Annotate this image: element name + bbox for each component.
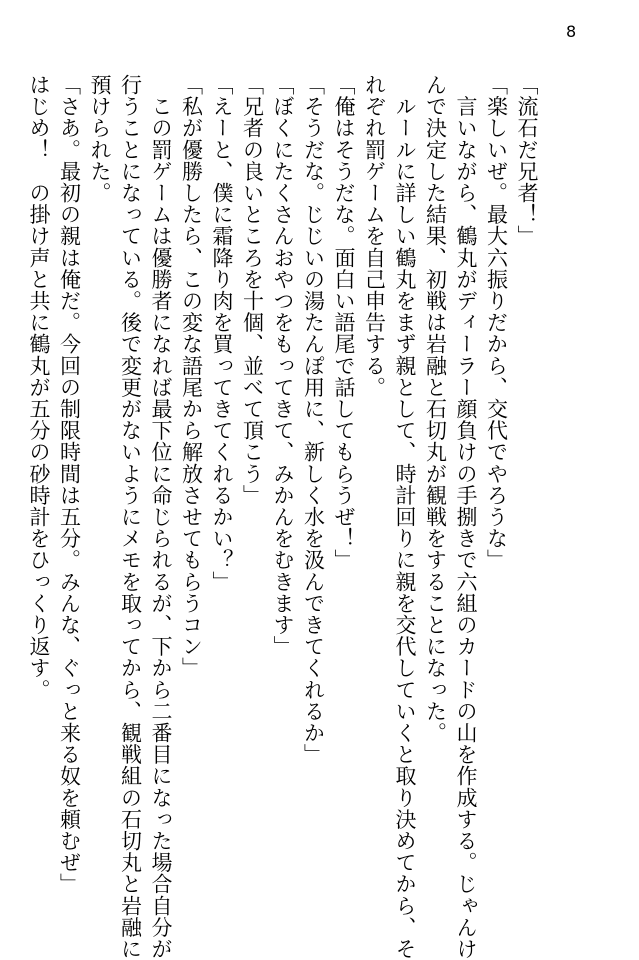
text-line: はじめ！ の掛け声と共に鶴丸が五分の砂時計をひっくり返す。 <box>27 74 51 701</box>
text-line: 「俺はそうだな。面白い語尾で話してもらうぜ！」 <box>332 74 356 571</box>
text-line: れぞれ罰ゲームを自己申告する。 <box>362 74 387 398</box>
text-line: 「えーと、僕に霜降り肉を買ってきてくれるかい？」 <box>210 74 234 593</box>
novel-text-block <box>24 74 543 960</box>
text-line: 「さあ。最初の親は俺だ。今回の制限時間は五分。みんな、ぐっと来る奴を頼むぜ」 <box>57 74 82 895</box>
text-line: んで決定した結果、初戦は岩融と石切丸が観戦をすることになった。 <box>423 74 448 744</box>
text-line: 行うことになっている。後で変更がないようにメモを取ってから、観戦組の石切丸と岩融に <box>118 74 143 960</box>
text-line: 「そうだな。じじいの湯たんぽ用に、新しく水を汲んできてくれるか」 <box>301 74 326 766</box>
text-line: 「流石だ兄者！」 <box>515 74 539 247</box>
page-number: 8 <box>566 22 577 41</box>
text-line: 「楽しいぜ。最大六振りだから、交代でやろうな」 <box>484 74 509 571</box>
text-line: 「兄者の良いところを十個、並べて頂こう」 <box>240 74 265 506</box>
text-line: ルールに詳しい鶴丸をまず親として、時計回りに親を交代していくと取り決めてから、そ <box>393 74 417 960</box>
text-line: 「私が優勝したら、この変な語尾から解放させてもらうコン」 <box>179 74 204 679</box>
text-line: 「ぼくにたくさんおやつをもってきて、みかんをむきます」 <box>271 74 295 658</box>
text-line: 言いながら、鶴丸がディーラー顔負けの手捌きで六組のカードの山を作成する。じゃんけ <box>454 74 478 960</box>
text-line: 預けられた。 <box>88 74 112 204</box>
text-line: この罰ゲームは優勝者になれば最下位に命じられるが、下から二番目になった場合自分が <box>149 74 173 960</box>
